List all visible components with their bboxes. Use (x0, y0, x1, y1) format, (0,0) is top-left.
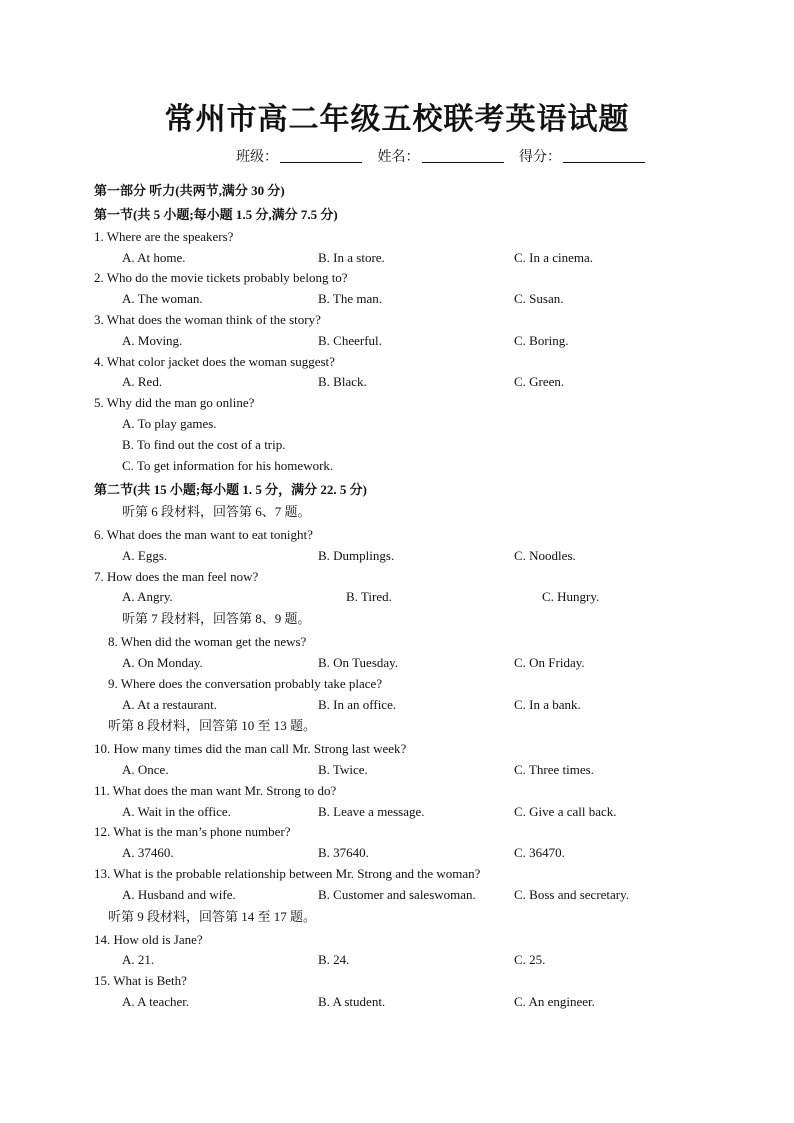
q15-option-b: B. A student. (318, 994, 386, 1009)
q12-option-c: C. 36470. (514, 845, 565, 860)
q5-option-c: C. To get information for his homework. (122, 458, 334, 473)
q10-option-a: A. Once. (122, 762, 169, 777)
question-10: 10. How many times did the man call Mr. Strong last week? (94, 741, 407, 756)
q6-option-a: A. Eggs. (122, 548, 168, 563)
q15-option-c: C. An engineer. (514, 994, 595, 1009)
q9-option-a: A. At a restaurant. (122, 697, 217, 712)
q11-option-a: A. Wait in the office. (122, 804, 231, 819)
q7-option-b: B. Tired. (346, 589, 392, 604)
q11-option-b: B. Leave a message. (318, 804, 425, 819)
q1-option-a: A. At home. (122, 250, 186, 265)
question-3: 3. What does the woman think of the story? (94, 312, 321, 327)
q2-option-b: B. The man. (318, 291, 383, 306)
q4-option-a: A. Red. (122, 374, 163, 389)
question-2: 2. Who do the movie tickets probably belong to? (94, 270, 348, 285)
instruction-material-9: 听第 9 段材料，回答第 14 至 17 题。 (108, 909, 317, 924)
instruction-material-7: 听第 7 段材料，回答第 8、9 题。 (122, 611, 311, 626)
q1-option-c: C. In a cinema. (514, 250, 594, 265)
q15-option-a: A. A teacher. (122, 994, 190, 1009)
q9-option-c: C. In a bank. (514, 697, 581, 712)
q1-option-b: B. In a store. (318, 250, 385, 265)
class-blank (280, 148, 362, 163)
question-12: 12. What is the man’s phone number? (94, 824, 291, 839)
section1-heading: 第一节(共 5 小题;每小题 1.5 分,满分 7.5 分) (94, 207, 338, 222)
q3-option-c: C. Boring. (514, 333, 569, 348)
question-11: 11. What does the man want Mr. Strong to do? (94, 783, 337, 798)
q7-option-c: C. Hungry. (542, 589, 600, 604)
exam-title: 常州市高二年级五校联考英语试题 (164, 103, 630, 136)
question-6: 6. What does the man want to eat tonight? (94, 527, 313, 542)
q13-option-b: B. Customer and saleswoman. (318, 887, 476, 902)
q12-option-b: B. 37640. (318, 845, 369, 860)
q7-option-a: A. Angry. (122, 589, 173, 604)
instruction-material-6: 听第 6 段材料，回答第 6、7 题。 (122, 504, 311, 519)
q10-option-b: B. Twice. (318, 762, 368, 777)
part1-heading: 第一部分 听力(共两节,满分 30 分) (94, 183, 285, 198)
q14-option-a: A. 21. (122, 952, 155, 967)
name-blank (422, 148, 504, 163)
question-14: 14. How old is Jane? (94, 932, 203, 947)
student-info-row (236, 146, 657, 166)
question-13: 13. What is the probable relationship between Mr. Strong and the woman? (94, 866, 481, 881)
q14-option-c: C. 25. (514, 952, 546, 967)
question-5: 5. Why did the man go online? (94, 395, 255, 410)
question-4: 4. What color jacket does the woman suggest? (94, 354, 335, 369)
q14-option-b: B. 24. (318, 952, 350, 967)
question-1: 1. Where are the speakers? (94, 229, 234, 244)
q6-option-c: C. Noodles. (514, 548, 576, 563)
question-7: 7. How does the man feel now? (94, 569, 259, 584)
question-8: 8. When did the woman get the news? (108, 634, 307, 649)
q3-option-a: A. Moving. (122, 333, 183, 348)
q4-option-c: C. Green. (514, 374, 565, 389)
question-15: 15. What is Beth? (94, 973, 187, 988)
instruction-material-8: 听第 8 段材料，回答第 10 至 13 题。 (108, 718, 317, 733)
q13-option-c: C. Boss and secretary. (514, 887, 630, 902)
question-9: 9. Where does the conversation probably take place? (108, 676, 383, 691)
q4-option-b: B. Black. (318, 374, 367, 389)
q8-option-c: C. On Friday. (514, 655, 585, 670)
q5-option-a: A. To play games. (122, 416, 217, 431)
q5-option-b: B. To find out the cost of a trip. (122, 437, 286, 452)
q9-option-b: B. In an office. (318, 697, 397, 712)
q6-option-b: B. Dumplings. (318, 548, 395, 563)
class-label: 班级： (236, 150, 278, 165)
q2-option-a: A. The woman. (122, 291, 203, 306)
score-blank (563, 148, 645, 163)
q12-option-a: A. 37460. (122, 845, 174, 860)
section2-heading: 第二节(共 15 小题;每小题 1. 5 分，满分 22. 5 分) (94, 482, 367, 497)
q11-option-c: C. Give a call back. (514, 804, 617, 819)
q8-option-b: B. On Tuesday. (318, 655, 399, 670)
q3-option-b: B. Cheerful. (318, 333, 382, 348)
q8-option-a: A. On Monday. (122, 655, 203, 670)
q13-option-a: A. Husband and wife. (122, 887, 236, 902)
q10-option-c: C. Three times. (514, 762, 594, 777)
q2-option-c: C. Susan. (514, 291, 564, 306)
score-label: 得分： (519, 150, 561, 165)
name-label: 姓名： (377, 150, 420, 165)
